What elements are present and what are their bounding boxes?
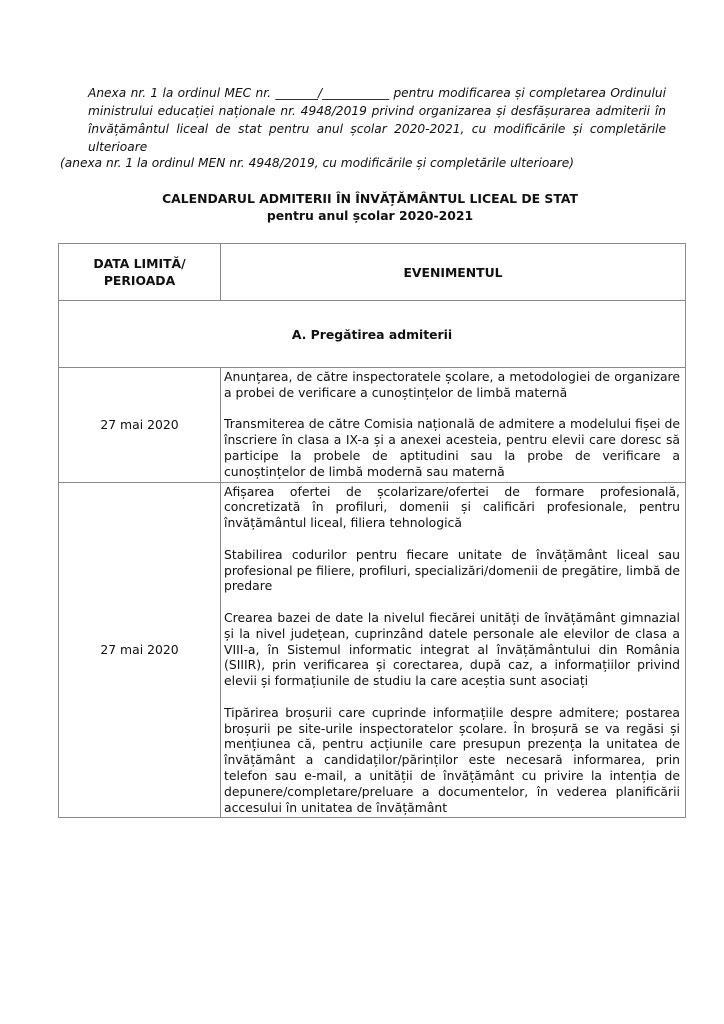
date-cell: 27 mai 2020: [59, 482, 221, 818]
table-row: [59, 368, 686, 483]
event-column-header: EVENIMENTUL: [221, 244, 686, 301]
annex-header: Anexa nr. 1 la ordinul MEC nr. _______/___________ pentru modificarea și completarea Ordinului ministrului educației naționale nr. 4948/2019 privind organizarea și desfășurarea admiterii în învățământul liceal de stat pentru anul școlar 2020-2021, cu modificările și completările ulterioare: [88, 86, 666, 154]
date-header-line-1: DATA LIMITĂ/: [93, 256, 186, 271]
event-item: Anunțarea, de către inspectoratele școlare, a metodologiei de organizare a probei de verificare a cunoștințelor de limbă maternă: [224, 369, 680, 400]
title-line-1: CALENDARUL ADMITERII ÎN ÎNVĂȚĂMÂNTUL LICEAL DE STAT: [162, 191, 578, 206]
event-item: Stabilirea codurilor pentru fiecare unitate de învățământ liceal sau profesional pe filiere, profiluri, specializări/domenii de pregătire, limbă de predare: [224, 546, 680, 594]
date-header-line-2: PERIOADA: [103, 273, 176, 288]
section-a-title: A. Pregătirea admiterii: [59, 301, 686, 368]
table-row: [59, 482, 686, 818]
section-row: [59, 301, 686, 368]
table-header-row: [59, 244, 686, 301]
event-cell: [221, 368, 686, 483]
event-item: Tipărirea broșurii care cuprinde informațiile despre admitere; postarea broșurii pe site-urile inspectoratelor școlare. În broșură se va regăsi și mențiunea că, pentru acțiunile care presupun prezența la unitatea de învățământ a candidaților/părinților este necesară informarea, prin telefon sau e-mail, a unității de învățământ cu privire la intenția de depunere/completare/preluare a documentelor, în vederea planificării accesului în unitatea de învățământ: [224, 704, 680, 815]
event-item: Crearea bazei de date la nivelul fiecărei unități de învățământ gimnazial și la nivel județean, cuprinzând datele personale ale elevilor de clasa a VIII-a, în Sistemul informatic integrat al învățământului din România (SIIIR), prin verificarea și corectarea, după caz, a informațiilor privind elevii și formațiunile de studiu la care aceștia sunt asociați: [224, 609, 680, 689]
event-cell: [221, 482, 686, 818]
document-title: [60, 190, 680, 224]
date-column-header: [59, 244, 221, 301]
annex-note: (anexa nr. 1 la ordinul MEN nr. 4948/2019, cu modificările și completările ulterioare): [60, 156, 575, 170]
date-cell: 27 mai 2020: [59, 368, 221, 483]
event-item: Afișarea ofertei de școlarizare/ofertei de formare profesională, concretizată în profiluri, domenii și calificări profesionale, pentru învățământul liceal, filiera tehnologică: [224, 483, 680, 531]
title-line-2: pentru anul școlar 2020-2021: [266, 208, 474, 223]
admission-calendar-table: [58, 243, 686, 818]
event-item: Transmiterea de către Comisia națională de admitere a modelului fișei de înscriere în clasa a IX-a și a anexei acesteia, pentru elevii care doresc să participe la probele de aptitudini sau la probe de verificare a cunoștințelor de limbă modernă sau maternă: [224, 416, 680, 479]
